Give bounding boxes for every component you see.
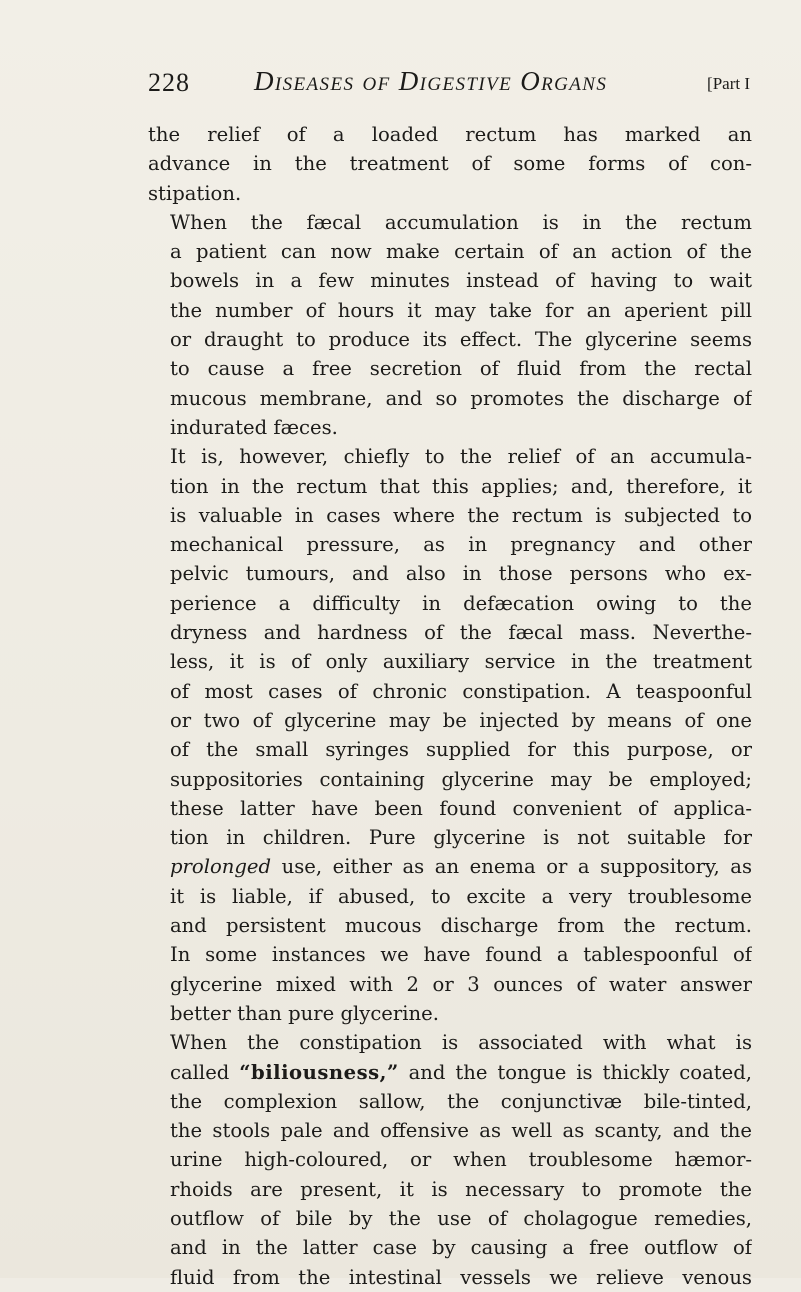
text-line: it is liable, if abused, to excite a very troublesome [170,884,752,908]
text-line: a patient can now make certain of an action of the [170,240,752,264]
text-line-with-italic [148,852,752,881]
text-line: advance in the treatment of some forms of con- [148,152,752,176]
text-line: or draught to produce its effect. The glycerine seems [170,328,752,352]
paragraph-3 [148,442,752,1028]
text-line: and persistent mucous discharge from the rectum. [170,914,752,938]
text-line: glycerine mixed with 2 or 3 ounces of water answer [170,972,752,996]
text-line: urine high-coloured, or when troublesome hæmor- [170,1148,752,1172]
text-line: tion in the rectum that this applies; and, therefore, it [170,474,752,498]
running-header [148,66,758,106]
text-line: mucous membrane, and so promotes the discharge of [170,386,752,410]
text-line: outflow of bile by the use of cholagogue remedies, [170,1206,752,1230]
bold-term: “biliousness,” [239,1060,399,1084]
text-line: the number of hours it may take for an aperient pill [170,298,752,322]
part-label: [Part I [707,74,750,93]
page-number: 228 [148,68,190,97]
paragraph-2 [148,208,752,442]
text-line: of the small syringes supplied for this purpose, or [170,738,752,762]
text-line: stipation. [148,181,242,205]
italic-emphasis: prolonged [170,855,272,879]
running-title: Diseases of Digestive Organs [254,66,608,96]
text-line-rest: use, either as an enema or a suppository, as [271,855,752,879]
text-line: perience a difficulty in defæcation owing to the [170,591,752,615]
text-line-with-bold [148,1058,752,1087]
text-line: or two of glycerine may be injected by means of one [170,708,752,732]
text-line: It is, however, chiefly to the relief of an accumula- [170,445,752,469]
text-line: is valuable in cases where the rectum is subjected to [170,503,752,527]
text-line-rest: and the tongue is thickly coated, [398,1060,752,1084]
text-line: dryness and hardness of the fæcal mass. Neverthe- [170,621,752,645]
text-line: suppositories containing glycerine may be employed; [170,767,752,791]
text-line: the stools pale and offensive as well as scanty, and the [170,1119,752,1143]
text-line: When the constipation is associated with what is [170,1031,752,1055]
text-line: bowels in a few minutes instead of having to wait [170,269,752,293]
paragraph-4 [148,1028,752,1292]
text-line: of most cases of chronic constipation. A teaspoonful [170,679,752,703]
text-line: indurated fæces. [170,415,338,439]
text-line: tion in children. Pure glycerine is not suitable for [170,826,752,850]
text-line: the relief of a loaded rectum has marked an [148,123,752,146]
text-line: these latter have been found convenient of applica- [170,796,752,820]
text-line: mechanical pressure, as in pregnancy and other [170,533,752,557]
body-text [148,120,752,1292]
text-line: and in the latter case by causing a free outflow of [170,1236,752,1260]
text-line: the complexion sallow, the conjunctivæ bile-tinted, [170,1089,752,1113]
text-line: to cause a free secretion of fluid from the rectal [170,357,752,381]
text-line: rhoids are present, it is necessary to promote the [170,1177,752,1201]
text-line: When the fæcal accumulation is in the rectum [170,210,752,234]
text-line: better than pure glycerine. [170,1001,439,1025]
text-line: less, it is of only auxiliary service in the treatment [170,650,752,674]
text-line: In some instances we have found a tablespoonful of [170,943,752,967]
text-line: pelvic tumours, and also in those persons who ex- [170,562,752,586]
text-line-lead: called [170,1060,240,1084]
text-line: fluid from the intestinal vessels we relieve venous [170,1265,752,1289]
paragraph-1 [148,120,752,208]
